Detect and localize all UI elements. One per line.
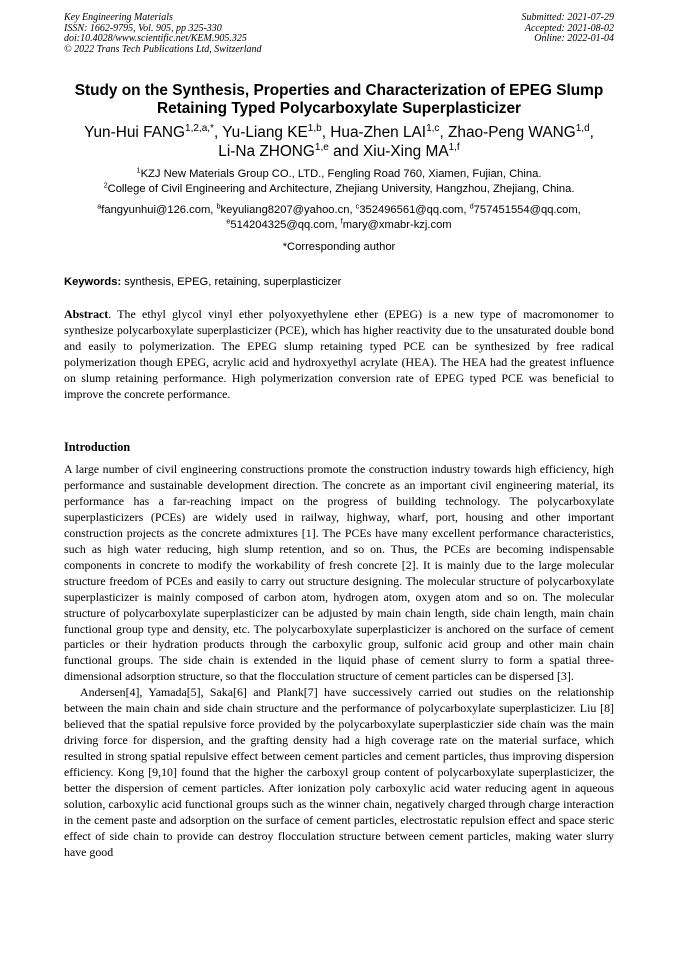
journal-name: Key Engineering Materials [64, 12, 173, 23]
journal-header [64, 13, 262, 55]
accepted-date: Accepted: 2021-08-02 [524, 22, 614, 34]
issn-line: ISSN: 1662-9795, Vol. 905, pp 325-330 [64, 22, 222, 34]
email-link[interactable]: $^e$514204325@qq.com, [226, 216, 341, 231]
email-link[interactable]: $^d$757451554@qq.com, [469, 201, 581, 216]
abstract-text: . The ethyl glycol vinyl ether polyoxyethylene ether (EPEG) is a new type of macromonomer to synthesize polycarboxylate superplasticizer (PCE), which has higher reactivity due to the unsaturated double bond and easily to polymerization. The EPEG slump retaining typed PCE can be synthesized by free radical polymerization though EPEG, acrylic acid and hydroxyethyl acrylate (HEA). The HEA had the greatest influence on slump retaining performance. High polymerization conversion rate of EPEG typed PCE was beneficial to improve the concrete performance. [64, 307, 614, 401]
corresponding-author-note: *Corresponding author [282, 241, 396, 253]
affiliation-2: $^2$College of Civil Engineering and Architecture, Zhejiang University, Hangzhou, Zhejiang, China. [103, 180, 575, 195]
paper-title [50, 82, 628, 118]
title-line-1: Study on the Synthesis, Properties and Characterization of EPEG Slump [74, 82, 604, 99]
abstract-label: Abstract [64, 307, 109, 321]
affiliation-1: $^1$KZJ New Materials Group CO., LTD., Fengling Road 760, Xiamen, Fujian, China. [136, 165, 542, 180]
email-link[interactable]: $^a$fangyunhui@126.com, [97, 201, 217, 216]
author: Hua-Zhen LAI$^{1,c}$, [330, 122, 448, 141]
keywords-label: Keywords: [64, 276, 122, 288]
online-date: Online: 2022-01-04 [534, 33, 614, 45]
dates-header [522, 13, 615, 45]
doi-line: doi:10.4028/www.scientific.net/KEM.905.325 [64, 33, 247, 45]
paragraph: Andersen[4], Yamada[5], Saka[6] and Plank[7] have successively carried out studies on the relationship between the main chain and side chain structure and the performance of polycarboxylate superplasticizer. Liu [8] believed that the spatial repulsive force provided by the polycarboxylate superplasticzier side chain was the main driving force for dispersion, and the grafting density had a high coverage rate on the material surface, which resulted in strong spatial repulsive effect between cement particles and cement particles, thus improving dispersion efficiency. Kong [9,10] found that the higher the carboxyl group content of polycarboxylate superplasticizer, the better the dispersion of cement particles. After ionization poly carboxylic acid water reducing agent in aqueous solution, carboxylic acid functional groups such as the winner chain, negatively charged through charge interaction in the cement paste and adsorption on the surface of cement particles, electrostatic repulsion effect and space steric effect of side chain to provide can destroy flocculation structure between cement particles, making water slurry have good [64, 685, 614, 859]
paragraph: A large number of civil engineering constructions promote the construction industry towards high efficiency, high performance and sustainable development direction. The concrete as an important civil engineering material, its performance has a far-reaching impact on the progress of building technology. The polycarboxylate superplasticizers (PCEs) are widely used in railway, highway, wharf, port, housing and other important construction projects as the concrete admixtures [1]. The PCEs have many excellent performance characteristics, such as high water reducing, high slump retention, and so on. Thus, the PCEs are becoming indispensable components in concrete to modify the workability of fresh concrete [2]. It is mainly due to the large molecular structure freedom of PCEs and easily to carry out structure designing. The molecular structure of polycarboxylate superplasticizer is mainly composed of carbon atom, hydrogen atom, oxygen atom and so on. The molecular structure of polycarboxylate superplasticizer can be adjusted by main chain length, side chain length, main chain functional group type and density, etc. The polycarboxylate superplasticizer is anchored on the surface of cement particles or their hydration products through the carboxylic group, sulfonic acid group and other main chain functional groups. The side chain is extended in the liquid phase of cement slurry to form a spatial three-dimensional adsorption structure, so that the flocculation structure of cement particles can be dispersed [3]. [64, 462, 614, 684]
author-emails [30, 203, 648, 233]
email-link[interactable]: $^c$352496561@qq.com, [355, 201, 470, 216]
author: Zhao-Peng WANG$^{1,d}$, [448, 122, 594, 141]
author-list [40, 123, 638, 161]
introduction-body [64, 462, 614, 861]
email-link[interactable]: $^b$keyuliang8207@yahoo.cn, [216, 201, 356, 216]
title-line-2: Retaining Typed Polycarboxylate Superplasticizer [156, 100, 522, 117]
author: Li-Na ZHONG$^{1,e}$ and [218, 141, 364, 160]
keywords [64, 275, 614, 290]
author: Yun-Hui $FANG^{1,2,a,*}$, [84, 122, 223, 141]
keywords-text: synthesis, EPEG, retaining, superplasticizer [121, 276, 342, 288]
abstract [64, 307, 614, 403]
submitted-date: Submitted: 2021-07-29 [521, 12, 614, 23]
section-heading-introduction: Introduction [64, 440, 131, 454]
author: Yu-Liang KE$^{1,b}$, [222, 122, 331, 141]
email-link[interactable]: $^f$mary@xmabr-kzj.com [340, 216, 452, 231]
copyright-line: © 2022 Trans Tech Publications Ltd, Switzerland [64, 43, 262, 55]
author: Xiu-Xing MA$^{1,f}$ [363, 141, 460, 160]
